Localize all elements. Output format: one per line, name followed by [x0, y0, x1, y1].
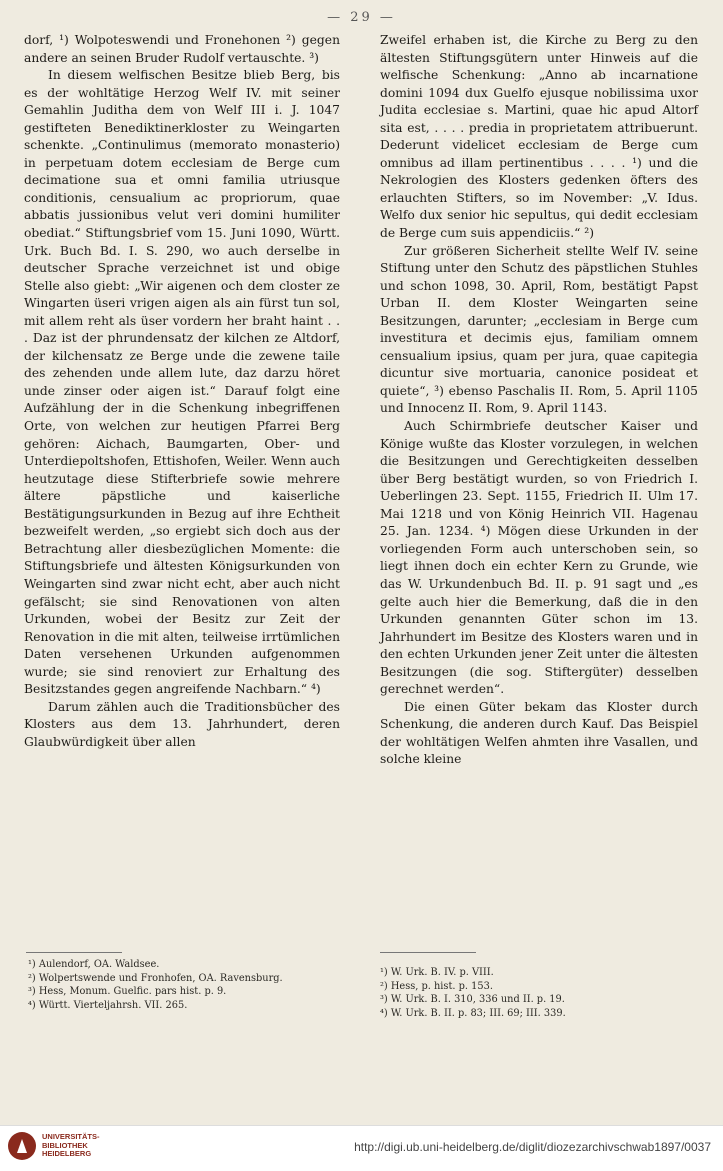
source-url[interactable]: http://digi.ub.uni-heidelberg.de/diglit/diozezarchivschwab1897/0037 [354, 1140, 711, 1154]
paragraph: Auch Schirmbriefe deutscher Kaiser und Könige wußte das Kloster vorzulegen, in welchen die Besitzungen und Gerechtigkeiten desselben über Berg bestätigt wurden, so von Friedrich I. Ueberlingen 23. Sept. 1155, Friedrich II. Ulm 17. Mai 1218 und von König Heinrich VII. Hagenau 25. Jan. 1234. ⁴) Mögen diese Urkunden in der vorliegenden Form auch unterschoben sein, so liegt ihnen doch ein echter Kern zu Grunde, wie das W. Urkundenbuch Bd. II. p. 91 sagt und „es gelte auch hier die Bemerkung, daß die in den Urkunden genannten Güter schon im 13. Jahrhundert im Besitze des Klosters waren und in den echten Urkunden jener Zeit unter die ältesten Besitzungen (die sog. Stiftergüter) desselben gerechnet werden“. [380, 419, 698, 697]
footnote: ²) Hess, p. hist. p. 153. [380, 980, 493, 992]
page-number: — 29 — [327, 10, 396, 25]
footnote: ²) Wolpertswende und Fronhofen, OA. Ravensburg. [28, 972, 283, 984]
footnote: ⁴) Württ. Vierteljahrsh. VII. 265. [28, 999, 188, 1011]
right-column [380, 32, 698, 769]
library-logo[interactable] [8, 1132, 100, 1160]
paragraph: dorf, ¹) Wolpoteswendi und Fronehonen ²) gegen andere an seinen Bruder Rudolf vertauschte. ³) [24, 33, 340, 65]
footnote: ⁴) W. Urk. B. II. p. 83; III. 69; III. 339. [380, 1007, 566, 1019]
footnote: ¹) Aulendorf, OA. Waldsee. [28, 959, 160, 970]
paragraph: In diesem welfischen Besitze blieb Berg, bis es der wohltätige Herzog Welf IV. mit seiner Gemahlin Juditha dem von Welf III i. J. 1047 gestifteten Benediktinerkloster zu Weingarten schenkte. „Continulimus (memorato monasterio) in perpetuam dotem ecclesiam de Berge cum decimatione sua et omni familia utriusque conditionis, censualium ac propriorum, quae abbatis jussionibus velut veri domini humiliter obediat.“ Stiftungsbrief vom 15. Juni 1090, Württ. Urk. Buch Bd. I. S. 290, wo auch derselbe in deutscher Sprache verzeichnet ist und obige Stelle also giebt: „Wir aigenen och dem closter ze Wingarten üseri vrigen aigen als ain fürst tun sol, mit allem reht als üser vordern her braht haint . . . Daz ist der phrundensatz der kilchen ze Altdorf, der kilchensatz ze Berge unde die zewene taile des zehenden unde allem lute, daz darzu höret unde zinser oder aigen ist.“ Darauf folgt eine Aufzählung der in die Schenkung inbegriffenen Orte, von welchen zur heutigen Pfarrei Berg gehören: Aichach, Baumgarten, Ober- und Unterdiepoltshofen, Ettishofen, Weiler. Wenn auch heutzutage diese Stifterbriefe sowie mehrere ältere päpstliche und kaiserliche Bestätigungsurkunden in Bezug auf ihre Echtheit bezweifelt werden, „so ergiebt sich doch aus der Betrachtung aller diesbezüglichen Momente: die Stiftungsbriefe und ältesten Königsurkunden von Weingarten sind zwar nicht echt, aber auch nicht gefälscht; sie sind Renovationen von alten Urkunden, wobei der Besitz zur Zeit der Renovation in die mit alten, teilweise irrtümlichen Daten versehenen Urkunden aufgenommen wurde; sie sind renoviert zur Erhaltung des Besitzstandes gegen angreifende Nachbarn.“ ⁴) [24, 68, 340, 697]
footnote-divider [26, 952, 122, 953]
footnote-divider [380, 952, 476, 953]
paragraph: Darum zählen auch die Traditionsbücher des Klosters aus dem 13. Jahrhundert, deren Glaubwürdigkeit über allen [24, 699, 340, 749]
footnote: ³) W. Urk. B. I. 310, 336 und II. p. 19. [380, 994, 565, 1005]
logo-text: UNIVERSITÄTS- BIBLIOTHEK HEIDELBERG [42, 1132, 100, 1159]
left-column [24, 32, 340, 751]
paragraph: Zweifel erhaben ist, die Kirche zu Berg zu den ältesten Stiftungsgütern unter Hinweis auf die welfische Schenkung: „Anno ab incarnatione domini 1094 dux Guelfo ejusque nobilissima uxor Judita ecclesiae s. Martini, quae hic apud Altorf sita est, . . . . predia in proprietatem attribuerunt. Dederunt videlicet ecclesiam de Berge cum omnibus ad illam pertinentibus . . . . ¹) und die Nekrologien des Klosters gedenken öfters des erlauchten Stifters, so im November: „V. Idus. Welfo dux senior hic sepultus, qui dedit ecclesiam de Berge cum suis appendiciis.“ ²) [380, 33, 698, 241]
seal-icon [8, 1132, 36, 1160]
left-footnotes [28, 958, 340, 1012]
paragraph: Zur größeren Sicherheit stellte Welf IV. seine Stiftung unter den Schutz des päpstlichen Stuhles und schon 1098, 30. April, Rom, bestätigt Papst Urban II. dem Kloster Weingarten seine Besitzungen, darunter; „ecclesiam in Berge cum investitura et decimis ejus, familiam omnem censualium ipsius, quam per jura, quae capitegia dicuntur sive mortuaria, canonice posideat et quiete“, ³) ebenso Paschalis II. Rom, 5. April 1105 und Innocenz II. Rom, 9. April 1143. [380, 243, 698, 416]
footnote: ³) Hess, Monum. Guelfic. pars hist. p. 9. [28, 986, 227, 997]
right-footnotes [380, 966, 698, 1020]
paragraph: Die einen Güter bekam das Kloster durch Schenkung, die anderen durch Kauf. Das Beispiel der wohltätigen Welfen ahmten ihre Vasallen, und solche kleine [380, 699, 698, 767]
footer-bar [0, 1125, 723, 1171]
footnote: ¹) W. Urk. B. IV. p. VIII. [380, 967, 494, 978]
